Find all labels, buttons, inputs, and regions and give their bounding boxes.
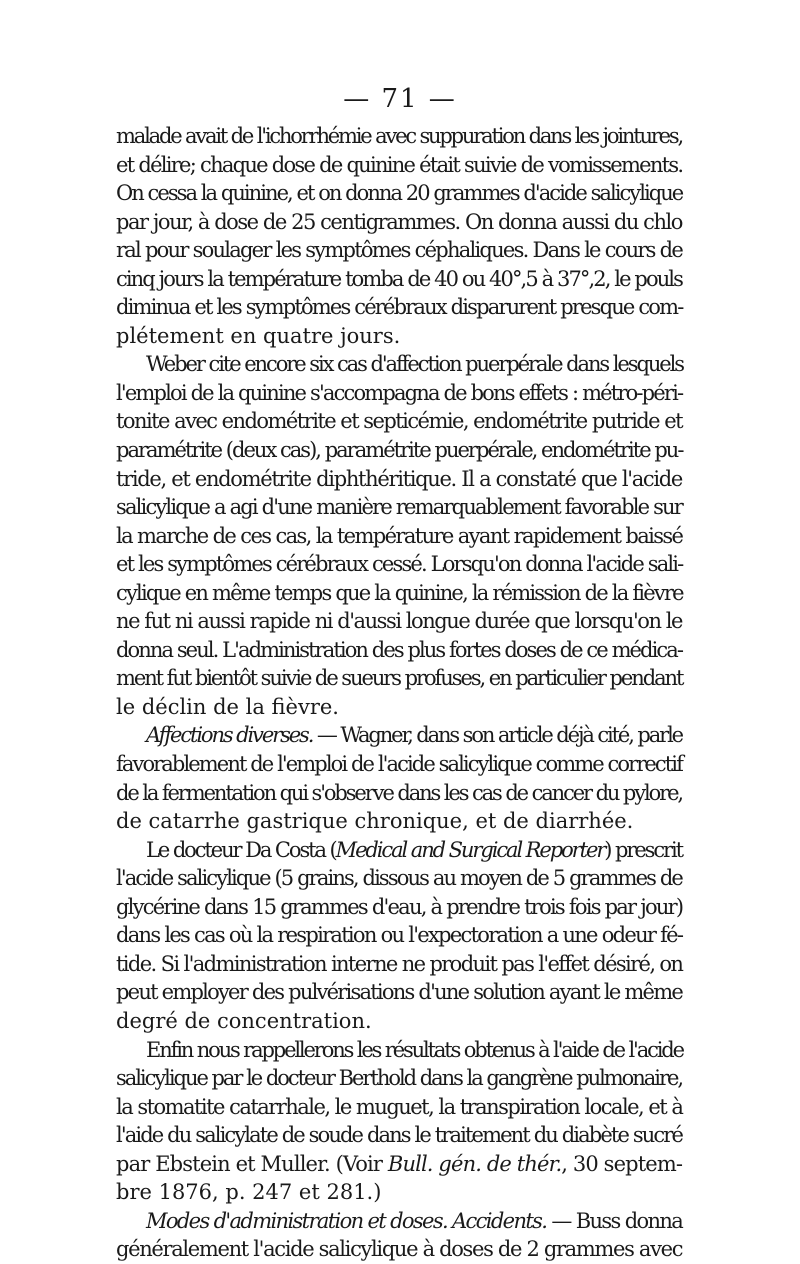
text-segment: plétement en quatre jours.	[116, 323, 401, 348]
italic-text: Bull. gén. de thér.	[387, 1151, 562, 1176]
text-segment: de la fermentation qui s'observe dans les cas de cancer du pylore,	[116, 780, 682, 805]
text-line	[116, 807, 682, 836]
text-line	[116, 1178, 682, 1207]
text-segment: tride, et endométrite diphthéritique. Il a constaté que l'acide	[116, 466, 682, 491]
text-segment: et les symptômes cérébraux cessé. Lorsqu'on donna l'acide sali-	[116, 552, 683, 577]
text-line	[116, 350, 682, 379]
text-line	[116, 978, 682, 1007]
text-line	[116, 664, 682, 693]
text-line	[116, 379, 682, 408]
text-segment: — Buss donna	[546, 1208, 683, 1233]
text-line	[116, 465, 682, 494]
text-segment: ne fut ni aussi rapide ni d'aussi longue durée que lorsqu'on le	[116, 609, 682, 634]
text-line	[116, 208, 682, 237]
text-line	[116, 1093, 682, 1122]
text-segment: généralement l'acide salicylique à doses de 2 grammes avec	[116, 1237, 683, 1262]
text-segment: diminua et les symptômes cérébraux disparurent presque com-	[116, 295, 683, 320]
text-segment: paramétrite (deux cas), paramétrite puerpérale, endométrite pu-	[116, 438, 683, 463]
text-line	[116, 864, 682, 893]
text-segment: et délire; chaque dose de quinine était suivie de vomissements.	[116, 152, 683, 177]
text-segment: degré de concentration.	[116, 1008, 372, 1033]
text-line	[116, 522, 682, 551]
text-line	[116, 436, 682, 465]
text-segment: tide. Si l'administration interne ne produit pas l'effet désiré, on	[116, 951, 683, 976]
text-segment: bre 1876, p. 247 et 281.)	[116, 1180, 382, 1205]
text-segment: favorablement de l'emploi de l'acide salicylique comme correctif	[116, 752, 682, 777]
text-segment: salicylique a agi d'une manière remarquablement favorable sur	[116, 495, 682, 520]
text-segment: cinq jours la température tomba de 40 ou 40°,5 à 37°,2, le pouls	[116, 266, 682, 291]
text-line	[116, 322, 682, 351]
body-text	[116, 122, 682, 1264]
page-number: — 71 —	[343, 84, 457, 114]
text-line	[116, 236, 682, 265]
text-segment: peut employer des pulvérisations d'une solution ayant le même	[116, 980, 682, 1005]
text-line	[116, 550, 682, 579]
text-segment: par Ebstein et Muller. (Voir	[116, 1151, 388, 1176]
text-line	[116, 721, 682, 750]
text-line	[116, 779, 682, 808]
text-line	[116, 1150, 682, 1179]
italic-text: Modes d'administration et doses. Accidents.	[146, 1208, 547, 1233]
text-segment: , 30 septem-	[561, 1151, 683, 1176]
text-line	[116, 693, 682, 722]
text-segment: tonite avec endométrite et septicémie, endométrite putride et	[116, 409, 682, 434]
text-line	[116, 950, 682, 979]
text-line	[116, 1121, 682, 1150]
text-line	[116, 265, 682, 294]
text-segment: Enfin nous rappellerons les résultats obtenus à l'aide de l'acide	[146, 1037, 683, 1062]
text-line	[116, 1007, 682, 1036]
text-segment: On cessa la quinine, et on donna 20 grammes d'acide salicylique	[116, 181, 683, 206]
text-segment: — Wagner, dans son article déjà cité, parle	[312, 723, 682, 748]
text-segment: l'acide salicylique (5 grains, dissous au moyen de 5 grammes de	[116, 866, 682, 891]
text-line	[116, 407, 682, 436]
text-segment: par jour, à dose de 25 centigrammes. On donna aussi du chlo	[116, 209, 682, 234]
text-segment: l'aide du salicylate de soude dans le traitement du diabète sucré	[116, 1123, 682, 1148]
text-segment: glycérine dans 15 grammes d'eau, à prendre trois fois par jour)	[116, 894, 683, 919]
text-segment: de catarrhe gastrique chronique, et de diarrhée.	[116, 809, 634, 834]
text-line	[116, 151, 682, 180]
text-line	[116, 179, 682, 208]
text-segment: le déclin de la fièvre.	[116, 694, 339, 719]
text-segment: ral pour soulager les symptômes céphaliques. Dans le cours de	[116, 238, 682, 263]
italic-text: Affections diverses.	[146, 723, 313, 748]
text-segment: ment fut bientôt suivie de sueurs profuses, en particulier pendant	[116, 666, 683, 691]
text-line	[116, 1207, 682, 1236]
text-segment: cylique en même temps que la quinine, la rémission de la fièvre	[116, 580, 683, 605]
text-segment: la stomatite catarrhale, le muguet, la transpiration locale, et à	[116, 1094, 683, 1119]
text-line	[116, 579, 682, 608]
text-line	[116, 836, 682, 865]
text-segment: Weber cite encore six cas d'affection puerpérale dans lesquels	[146, 352, 684, 377]
text-line	[116, 122, 682, 151]
text-segment: la marche de ces cas, la température ayant rapidement baissé	[116, 523, 683, 548]
text-segment: dans les cas où la respiration ou l'expectoration a une odeur fé-	[116, 923, 683, 948]
text-segment: Le docteur Da Costa (	[146, 837, 336, 862]
text-line	[116, 636, 682, 665]
text-line	[116, 1064, 682, 1093]
text-line	[116, 607, 682, 636]
text-line	[116, 493, 682, 522]
text-segment: salicylique par le docteur Berthold dans la gangrène pulmonaire,	[116, 1066, 682, 1091]
text-segment: malade avait de l'ichorrhémie avec suppuration dans les jointures,	[116, 124, 682, 148]
text-line	[116, 921, 682, 950]
text-line	[116, 1235, 682, 1264]
text-line	[116, 893, 682, 922]
italic-text: Medical and Surgical Reporter	[335, 837, 605, 862]
text-line	[116, 750, 682, 779]
text-segment: donna seul. L'administration des plus fortes doses de ce médica-	[116, 637, 682, 662]
text-segment: l'emploi de la quinine s'accompagna de bons effets : métro-péri-	[116, 380, 683, 405]
text-line	[116, 1036, 682, 1065]
text-line	[116, 293, 682, 322]
text-segment: ) prescrit	[604, 837, 682, 862]
